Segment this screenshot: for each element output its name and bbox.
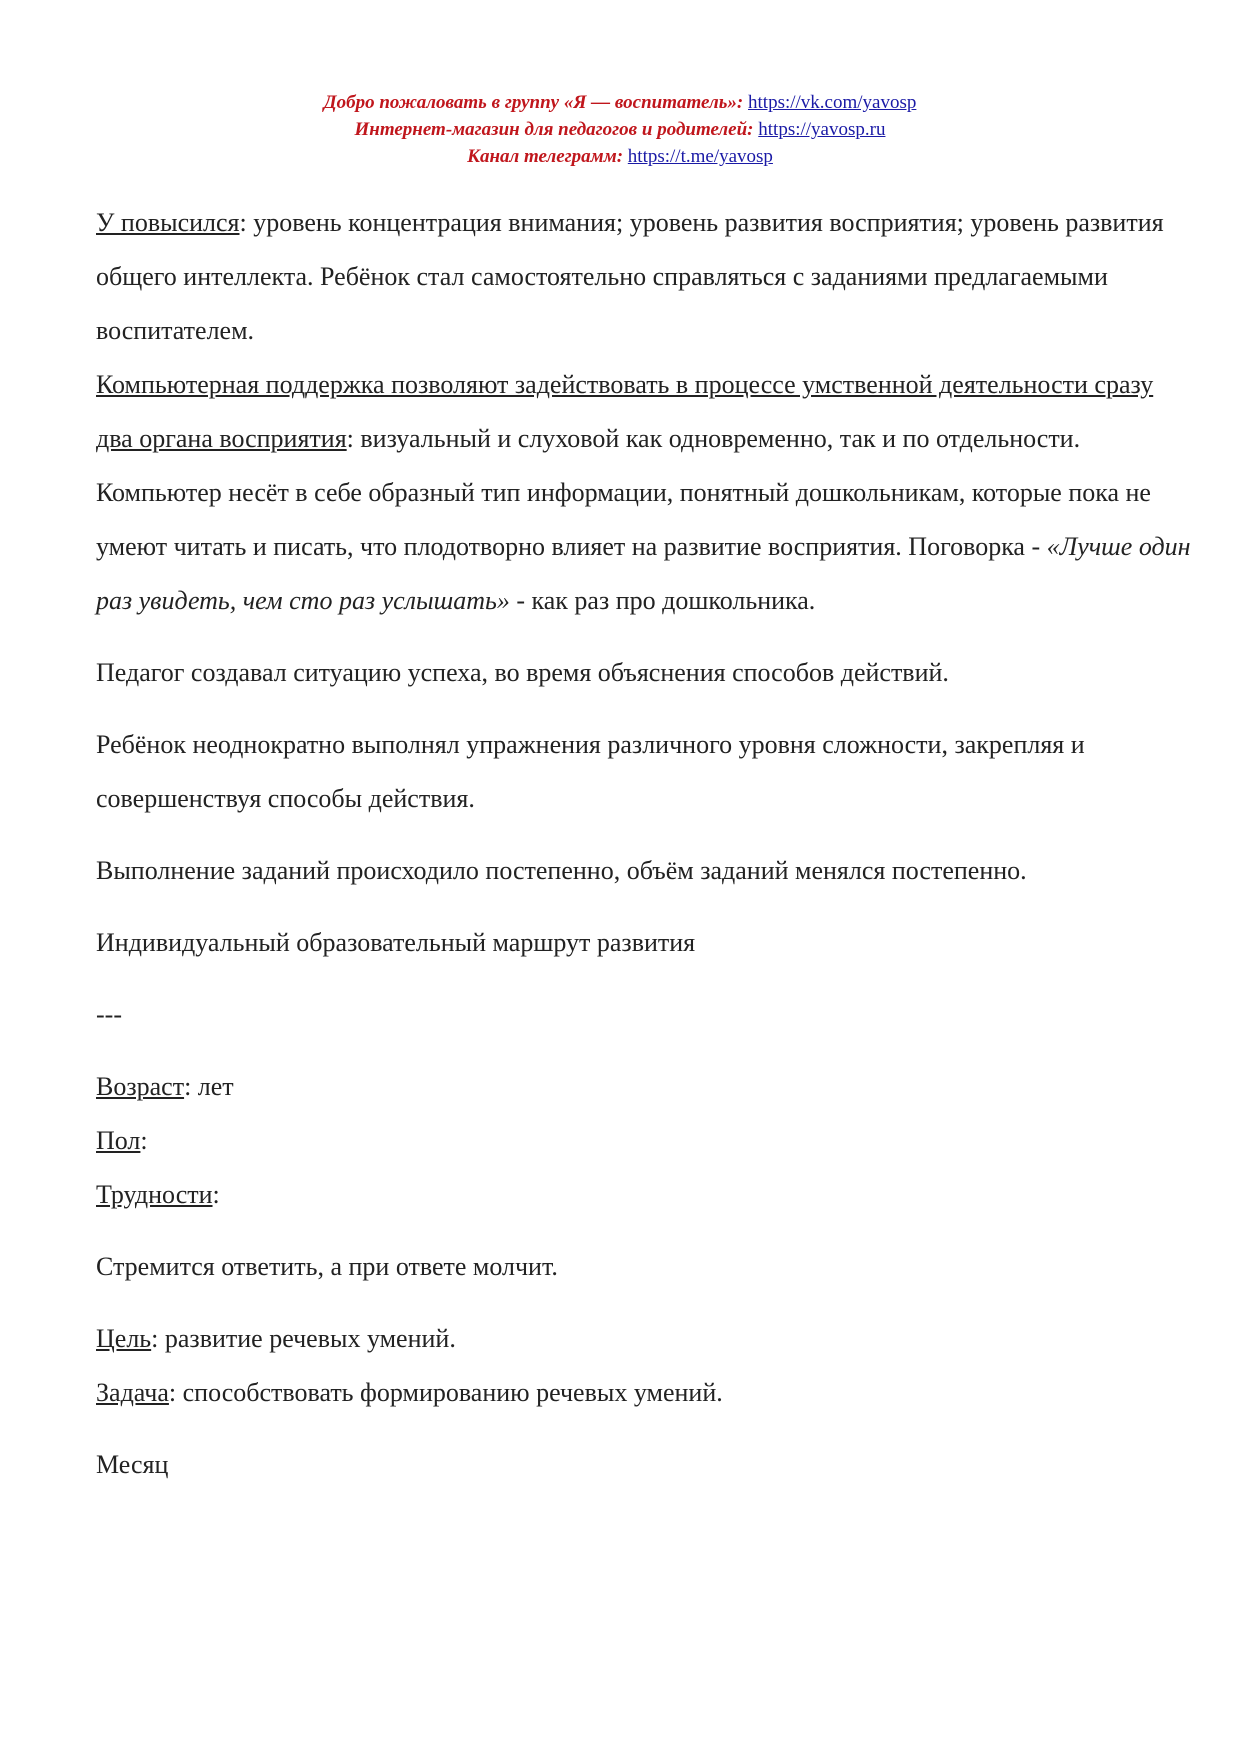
goal-label: Цель	[96, 1324, 152, 1353]
task-label: Задача	[96, 1378, 169, 1407]
computer-support-text: : визуальный и слуховой как одновременно, так и по отдельности. Компьютер несёт в себе образный тип информации, понятный дошкольникам, которые пока не умеют читать и писать, что плодотворно влияет на развитие восприятия. Поговорка -	[96, 424, 1151, 561]
paragraph-success: Педагог создавал ситуацию успеха, во время объяснения способов действий.	[96, 658, 949, 687]
vk-link[interactable]: https://vk.com/yavosp	[748, 92, 917, 113]
header-line-group	[0, 89, 1240, 116]
computer-support-end: - как раз про дошкольника.	[509, 586, 816, 615]
computer-support-heading: Компьютерная поддержка позволяют задействовать в процессе умственной деятельности сразу два органа восприятия	[96, 370, 1154, 453]
paragraph-exercises: Ребёнок неоднократно выполнял упражнения различного уровня сложности, закрепляя и совершенствуя способы действия.	[96, 730, 1085, 813]
difficulties-label: Трудности	[96, 1180, 213, 1209]
paragraph-difficulty-description: Стремится ответить, а при ответе молчит.	[96, 1252, 558, 1281]
task-value: : способствовать формированию речевых умений.	[168, 1378, 723, 1407]
document-body	[96, 196, 1196, 1492]
improvement-text: : уровень концентрация внимания; уровень развития восприятия; уровень развития общего интеллекта. Ребёнок стал самостоятельно справляться с заданиями предлагаемыми воспитателем.	[96, 208, 1164, 345]
age-value: : лет	[184, 1072, 234, 1101]
header-line-telegram	[0, 143, 1240, 170]
shop-label: Интернет-магазин для педагогов и родителей:	[354, 119, 754, 140]
telegram-link[interactable]: https://t.me/yavosp	[627, 146, 773, 167]
group-label: Добро пожаловать в группу «Я — воспитатель»:	[323, 92, 744, 113]
field-age	[96, 1060, 1196, 1114]
header-line-shop	[0, 116, 1240, 143]
paragraph-tasks: Выполнение заданий происходило постепенно, объём заданий менялся постепенно.	[96, 856, 1027, 885]
sex-value: :	[140, 1126, 148, 1155]
age-label: Возраст	[96, 1072, 185, 1101]
route-title: Индивидуальный образовательный маршрут развития	[96, 928, 696, 957]
separator: ---	[96, 1000, 122, 1029]
profile-fields	[96, 1060, 1196, 1222]
shop-link[interactable]: https://yavosp.ru	[758, 119, 886, 140]
field-task	[96, 1366, 1196, 1420]
proverb-quote: «Лучше один раз увидеть, чем сто раз услышать»	[96, 532, 1191, 615]
telegram-label: Канал телеграмм:	[467, 146, 624, 167]
header-banner	[0, 89, 1240, 170]
month-label: Месяц	[96, 1450, 169, 1479]
field-difficulties	[96, 1168, 1196, 1222]
paragraph-improvement	[96, 196, 1196, 358]
paragraph-computer-support	[96, 358, 1196, 628]
field-goal	[96, 1312, 1196, 1366]
improvement-label: У повысился	[96, 208, 240, 237]
sex-label: Пол	[96, 1126, 141, 1155]
difficulties-value: :	[212, 1180, 220, 1209]
field-sex	[96, 1114, 1196, 1168]
goal-value: : развитие речевых умений.	[151, 1324, 456, 1353]
goal-fields	[96, 1312, 1196, 1420]
